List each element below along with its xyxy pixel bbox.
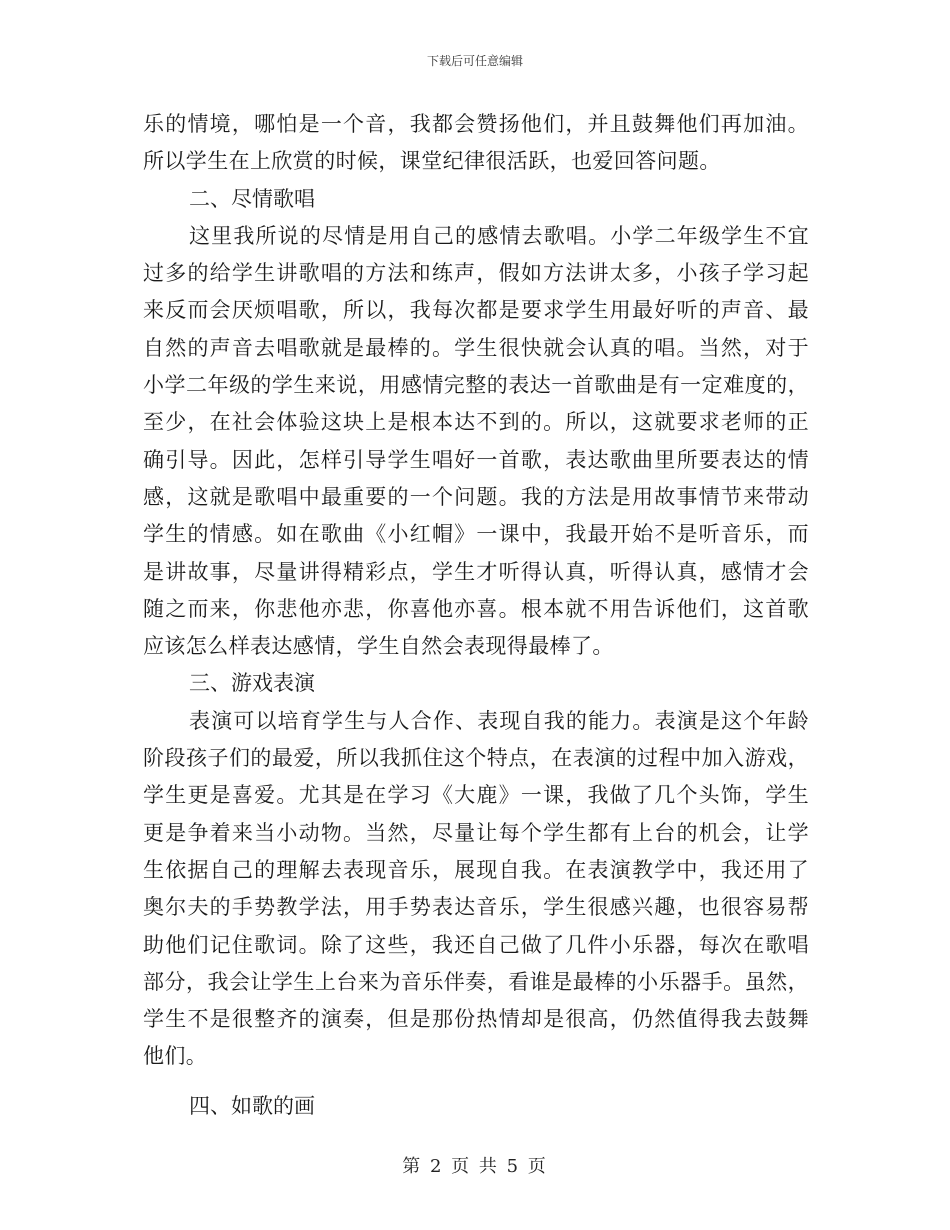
text-line: 生依据自己的理解去表现音乐，展现自我。在表演教学中，我还用了 xyxy=(143,857,809,882)
text-line: 这里我所说的尽情是用自己的感情去歌唱。小学二年级学生不宜 xyxy=(189,223,809,248)
text-line: 是讲故事，尽量讲得精彩点，学生才听得认真，听得认真，感情才会 xyxy=(143,559,809,584)
page-header: 下载后可任意编辑 xyxy=(426,54,523,68)
text-line: 更是争着来当小动物。当然，尽量让每个学生都有上台的机会，让学 xyxy=(143,820,809,845)
text-line: 应该怎么样表达感情，学生自然会表现得最棒了。 xyxy=(143,634,614,659)
text-line: 学生更是喜爱。尤其是在学习《大鹿》一课，我做了几个头饰，学生 xyxy=(143,783,809,808)
text-line: 学生不是很整齐的演奏，但是那份热情却是很高，仍然值得我去鼓舞 xyxy=(143,1007,809,1032)
text-line: 来反而会厌烦唱歌，所以，我每次都是要求学生用最好听的声音、最 xyxy=(143,298,809,323)
text-line: 表演可以培育学生与人合作、表现自我的能力。表演是这个年龄 xyxy=(189,708,809,733)
text-line: 他们。 xyxy=(143,1044,208,1069)
text-line: 所以学生在上欣赏的时候，课堂纪律很活跃，也爱回答问题。 xyxy=(143,149,721,174)
text-line: 至少，在社会体验这块上是根本达不到的。所以，这就要求老师的正 xyxy=(143,410,809,435)
page-number-footer: 第 2 页 共 5 页 xyxy=(402,1156,548,1177)
text-line: 感，这就是歌唱中最重要的一个问题。我的方法是用故事情节来带动 xyxy=(143,484,809,509)
text-line: 助他们记住歌词。除了这些，我还自己做了几件小乐器，每次在歌唱 xyxy=(143,932,809,957)
text-line: 学生的情感。如在歌曲《小红帽》一课中，我最开始不是听音乐，而 xyxy=(143,522,809,547)
section-heading: 四、如歌的画 xyxy=(189,1093,315,1118)
text-line: 自然的声音去唱歌就是最棒的。学生很快就会认真的唱。当然，对于 xyxy=(143,335,809,360)
section-heading: 三、游戏表演 xyxy=(189,671,315,696)
text-line: 过多的给学生讲歌唱的方法和练声，假如方法讲太多，小孩子学习起 xyxy=(143,261,809,286)
text-line: 小学二年级的学生来说，用感情完整的表达一首歌曲是有一定难度的， xyxy=(143,373,809,398)
text-line: 部分，我会让学生上台来为音乐伴奏，看谁是最棒的小乐器手。虽然， xyxy=(143,969,809,994)
text-line: 乐的情境，哪怕是一个音，我都会赞扬他们，并且鼓舞他们再加油。 xyxy=(143,112,809,136)
section-heading: 二、尽情歌唱 xyxy=(189,186,315,211)
text-line: 阶段孩子们的最爱，所以我抓住这个特点，在表演的过程中加入游戏， xyxy=(143,746,809,771)
text-line: 随之而来，你悲他亦悲，你喜他亦喜。根本就不用告诉他们，这首歌 xyxy=(143,596,809,621)
text-line: 奥尔夫的手势教学法，用手势表达音乐，学生很感兴趣，也很容易帮 xyxy=(143,895,809,920)
document-body xyxy=(143,106,809,1125)
text-line: 确引导。因此，怎样引导学生唱好一首歌，表达歌曲里所要表达的情 xyxy=(143,447,809,472)
